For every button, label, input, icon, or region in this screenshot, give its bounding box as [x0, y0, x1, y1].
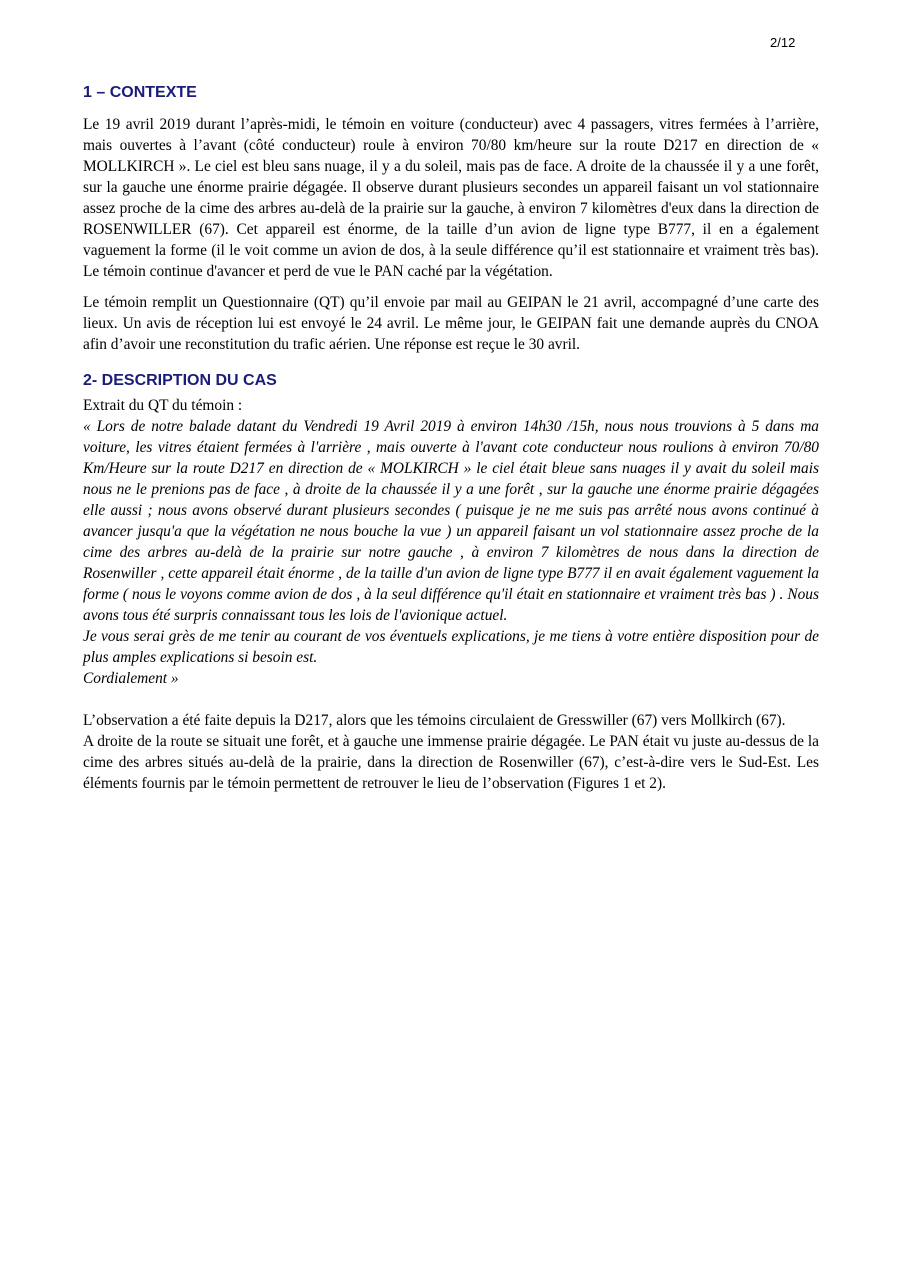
- witness-quote-request: Je vous serai grès de me tenir au courant de vos éventuels explications, je me tiens à votre entière disposition pour de plus amples explications si besoin est.: [83, 628, 819, 666]
- contexte-paragraph-1: Le 19 avril 2019 durant l’après-midi, le témoin en voiture (conducteur) avec 4 passagers, vitres fermées à l’arrière, mais ouvertes à l’avant (côté conducteur) roule à environ 70/80 km/heure sur la route D217 en direction de « MOLLKIRCH ». Le ciel est bleu sans nuage, il y a du soleil, mais pas de face. A droite de la chaussée il y a une forêt, sur la gauche une énorme prairie dégagée. Il observe durant plusieurs secondes un appareil faisant un vol stationnaire assez proche de la cime des arbres au-delà de la prairie sur la gauche, à environ 7 kilomètres d'eux dans la direction de ROSENWILLER (67). Cet appareil est énorme, de la taille d’un avion de ligne type B777, il en a également vaguement la forme (il le voit comme un avion de dos, à la seule différence qu’il est stationnaire et vraiment très bas). Le témoin continue d'avancer et perd de vue le PAN caché par la végétation.: [83, 116, 819, 280]
- section-heading-description: 2- DESCRIPTION DU CAS: [83, 372, 277, 389]
- page-number: 2/12: [770, 35, 796, 50]
- document-body: [83, 82, 819, 794]
- contexte-paragraph-2: Le témoin remplit un Questionnaire (QT) qu’il envoie par mail au GEIPAN le 21 avril, accompagné d’une carte des lieux. Un avis de réception lui est envoyé le 24 avril. Le même jour, le GEIPAN fait une demande auprès du CNOA afin d’avoir une reconstitution du trafic aérien. Une réponse est reçue le 30 avril.: [83, 294, 819, 353]
- quote-intro: Extrait du QT du témoin :: [83, 397, 243, 414]
- description-paragraph-2: A droite de la route se situait une forêt, et à gauche une immense prairie dégagée. Le PAN était vu juste au-dessus de la cime des arbres situés au-delà de la prairie, dans la direction de Rosenwiller (67), c’est-à-dire vers le Sud-Est. Les éléments fournis par le témoin permettent de retrouver le lieu de l’observation (Figures 1 et 2).: [83, 733, 819, 792]
- witness-quote-body: « Lors de notre balade datant du Vendredi 19 Avril 2019 à environ 14h30 /15h, nous nous trouvions à 5 dans ma voiture, les vitres étaient fermées à l'arrière , mais ouverte à l'avant cote conducteur nous roulions à environ 70/80 Km/Heure sur la route D217 en direction de « MOLKIRCH » le ciel était bleue sans nuages il y avait du soleil mais nous ne le prenions pas de face , à droite de la chaussée il y a une forêt , sur la gauche une énorme prairie dégagées elle aussi ; nous avons observé durant plusieurs secondes ( puisque je ne me suis pas arrêté nous avons continué à avancer jusqu'a que la végétation ne nous bouche la vue ) un appareil faisant un vol stationnaire assez proche de la cime des arbres au-delà de la prairie sur notre gauche , à environ 7 kilomètres de nous dans la direction de Rosenwiller , cette appareil était énorme , de la taille d'un avion de ligne type B777 il en avait également vaguement la forme ( nous le voyons comme avion de dos , à la seul différence qu'il était en stationnaire et vraiment très bas ) . Nous avons tous été surpris connaissant tous les lois de l'avionique actuel.: [83, 418, 819, 624]
- section-heading-contexte: 1 – CONTEXTE: [83, 84, 197, 101]
- description-paragraph-1: L’observation a été faite depuis la D217, alors que les témoins circulaient de Gresswiller (67) vers Mollkirch (67).: [83, 712, 786, 729]
- witness-quote-signoff: Cordialement »: [83, 670, 179, 687]
- blank-line: [83, 689, 819, 710]
